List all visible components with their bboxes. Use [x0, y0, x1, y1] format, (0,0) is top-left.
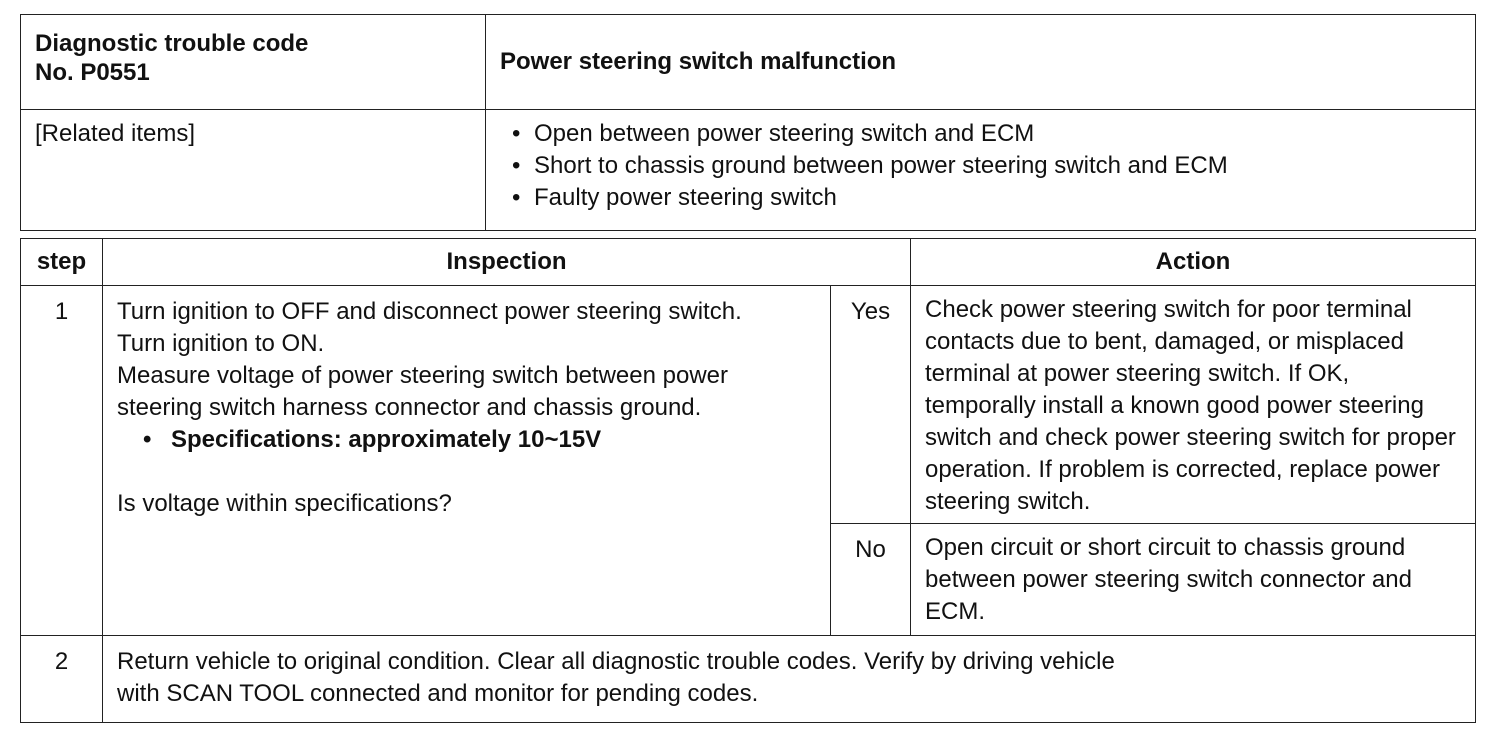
dtc-code-number: No. P0551 [35, 59, 150, 86]
dtc-info-table [20, 14, 1476, 231]
inspection-line: with SCAN TOOL connected and monitor for pending codes. [117, 680, 759, 707]
yes-action: Check power steering switch for poor terminal contacts due to bent, damaged, or misplaced terminal at power steering switch. If OK, temporally install a known good power steering switch and check power steering switch for proper operation. If problem is corrected, replace power steering switch. [911, 286, 1476, 524]
step-2-row [21, 636, 1476, 723]
related-items-row [21, 110, 1476, 231]
dtc-header-row [21, 15, 1476, 110]
related-items-list [508, 118, 1461, 214]
dtc-code-cell [21, 15, 486, 110]
specification: • Specifications: approximately 10~15V [117, 424, 818, 456]
action-header: Action [911, 239, 1476, 286]
related-items-label: [Related items] [21, 110, 486, 231]
step-1-yes-row [21, 286, 1476, 524]
inspection-steps-table [20, 238, 1476, 723]
dtc-code-label: Diagnostic trouble code [35, 30, 309, 57]
related-item: • Faulty power steering switch [508, 182, 1461, 214]
related-item: • Short to chassis ground between power steering switch and ECM [508, 150, 1461, 182]
no-label: No [831, 524, 911, 636]
inspection-line: Measure voltage of power steering switch between power steering switch harness connector and chassis ground. [117, 362, 728, 421]
inspection-line: Turn ignition to ON. [117, 330, 325, 357]
inspection-line: Return vehicle to original condition. Clear all diagnostic trouble codes. Verify by driving vehicle [117, 648, 1115, 675]
step-2-inspection [103, 636, 1476, 723]
related-items-cell [486, 110, 1476, 231]
spacer [117, 456, 818, 488]
inspection-header: Inspection [103, 239, 911, 286]
no-action: Open circuit or short circuit to chassis ground between power steering switch connector and ECM. [911, 524, 1476, 636]
step-number: 2 [21, 636, 103, 723]
steps-header-row [21, 239, 1476, 286]
dtc-title: Power steering switch malfunction [486, 15, 1476, 110]
yes-label: Yes [831, 286, 911, 524]
step-number: 1 [21, 286, 103, 636]
step-1-inspection [103, 286, 831, 636]
inspection-question: Is voltage within specifications? [117, 490, 452, 517]
step-header: step [21, 239, 103, 286]
inspection-line: Turn ignition to OFF and disconnect power steering switch. [117, 298, 742, 325]
related-item: • Open between power steering switch and ECM [508, 118, 1461, 150]
